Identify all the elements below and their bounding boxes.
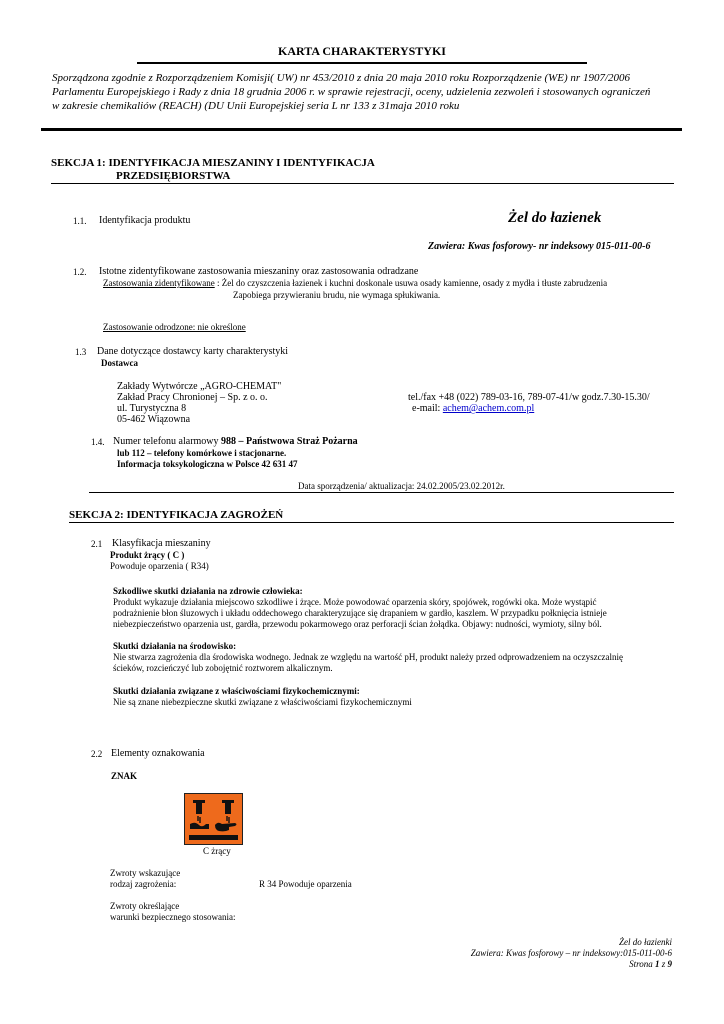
title-underline — [137, 62, 587, 64]
r-phrases-label-1: Zwroty wskazujące — [110, 868, 181, 878]
symbol-caption: C żrący — [203, 846, 231, 856]
intro-line-1: Sporządzona zgodnie z Rozporządzeniem Komisji( UW) nr 453/2010 z dnia 20 maja 2010 roku Rozporządzenie (WE) nr 1907/2006 — [52, 72, 630, 84]
identified-uses — [103, 278, 607, 289]
s14-line-1 — [113, 436, 358, 448]
section1-heading-line2: PRZEDSIĘBIORSTWA — [116, 170, 231, 182]
header-divider — [41, 128, 682, 131]
supplier-address-2: Zakład Pracy Chronionej – Sp. z o. o. — [117, 392, 268, 403]
toxicology-info: Informacja toksykologiczna w Polsce 42 631 47 — [117, 459, 298, 469]
section1-heading-line1: SEKCJA 1: IDENTYFIKACJA MIESZANINY I IDENTYFIKACJA — [51, 157, 375, 169]
s11-label: Identyfikacja produktu — [99, 215, 191, 226]
supplier-address-3: ul. Turystyczna 8 — [117, 403, 187, 414]
supplier-label: Dostawca — [101, 358, 138, 368]
physchem-effects-title: Skutki działania związane z właściwościami fizykochemicznymi: — [113, 686, 360, 696]
supplier-email — [412, 403, 534, 415]
email-label: e-mail: — [412, 403, 443, 414]
supplier-address-1: Zakłady Wytwórcze „AGRO-CHEMAT" — [117, 381, 282, 392]
classification: Produkt żrący ( C ) — [110, 550, 185, 560]
email-link[interactable]: achem@achem.com.pl — [442, 403, 535, 414]
page-mid: z — [659, 959, 668, 969]
s21-number: 2.1 — [91, 539, 103, 549]
identified-uses-label: Zastosowania zidentyfikowane — [103, 278, 215, 288]
supplier-telfax: tel./fax +48 (022) 789-03-16, 789-07-41/w godz.7.30-15.30/ — [408, 392, 650, 403]
corrosive-pictogram — [185, 794, 242, 844]
page-current: 1 — [654, 959, 660, 969]
sign-label: ZNAK — [111, 771, 138, 781]
r-phrase: R 34 Powoduje oparzenia — [259, 879, 352, 889]
s-phrases-label-2: warunki bezpiecznego stosowania: — [110, 912, 236, 922]
s14-label: Numer telefonu alarmowy — [113, 436, 222, 447]
intro-line-2: Parlamentu Europejskiego i Rady z dnia 18 grudnia 2006 r. w sprawie rejestracji, oceny, udzielenia zezwoleń i stosowanych ograniczeń — [52, 86, 651, 98]
s21-label: Klasyfikacja mieszaniny — [112, 538, 211, 549]
environment-effects-line-1: Nie stwarza zagrożenia dla środowiska wodnego. Jednak ze względu na wartość pH, produkt należy przed odprowadzeniem na oczyszczalnię — [113, 652, 624, 662]
s13-number: 1.3 — [75, 347, 87, 357]
footer-contains: Zawiera: Kwas fosforowy – nr indeksowy:015-011-00-6 — [470, 948, 672, 958]
s11-number: 1.1. — [73, 216, 87, 226]
identified-uses-text-2: Zapobiega przywieraniu brudu, nie wymaga spłukiwania. — [233, 290, 441, 300]
corrosive-hazard-icon — [184, 793, 243, 845]
s22-label: Elementy oznakowania — [111, 748, 205, 759]
identified-uses-text: : Żel do czyszczenia łazienek i kuchni doskonale usuwa osady kamienne, osady z mydła i tłuste zabrudzenia — [214, 278, 608, 288]
environment-effects-line-2: ścieków, rozcieńczyć lub zobojętnić roztworem alkalicznym. — [113, 663, 333, 673]
footer-page-number — [629, 959, 672, 970]
r-phrases-label-2: rodzaj zagrożenia: — [110, 879, 177, 889]
uses-advised-against: Zastosowanie odrodzone: nie określone — [103, 322, 246, 332]
health-effects-line-1: Produkt wykazuje działania miejscowo szkodliwe i żrące. Może powodować oparzenia skóry, spojówek, rogówki oka. Może wystąpić — [113, 597, 597, 607]
page-total: 9 — [667, 959, 672, 969]
emergency-number-fire: 988 – Państwowa Straż Pożarna — [221, 436, 358, 447]
footer-product: Żel do łazienki — [619, 937, 672, 947]
s22-number: 2.2 — [91, 749, 103, 759]
emergency-number-112: lub 112 – telefony komórkowe i stacjonarne. — [117, 448, 287, 458]
s-phrases-label-1: Zwroty określające — [110, 901, 180, 911]
s14-number: 1.4. — [91, 437, 105, 447]
section2-underline — [69, 522, 674, 523]
product-name: Żel do łazienek — [508, 210, 602, 226]
page-prefix: Strona — [629, 959, 655, 969]
health-effects-line-2: podrażnienie błon śluzowych i układu oddechowego charakteryzujące się drapaniem w gardło, kaszlem. W przypadku połknięcia istnieje — [113, 608, 607, 618]
s12-label: Istotne zidentyfikowane zastosowania mieszaniny oraz zastosowania odradzane — [99, 266, 419, 277]
health-effects-line-3: niebezpieczeństwo oparzenia ust, gardła, przewodu pokarmowego oraz perforacji ścian żołądka. Objawy: nudności, wymioty, silny ból. — [113, 619, 602, 629]
product-contains: Zawiera: Kwas fosforowy- nr indeksowy 015-011-00-6 — [428, 241, 651, 252]
section2-heading: SEKCJA 2: IDENTYFIKACJA ZAGROŻEŃ — [69, 509, 284, 521]
document-title: KARTA CHARAKTERYSTYKI — [278, 44, 446, 58]
physchem-effects-line: Nie są znane niebezpieczne skutki związane z właściwościami fizykochemicznymi — [113, 697, 412, 707]
environment-effects-title: Skutki działania na środowisko: — [113, 641, 237, 651]
date-divider — [89, 492, 674, 493]
s13-label: Dane dotyczące dostawcy karty charakterystyki — [97, 346, 289, 357]
date-line: Data sporządzenia/ aktualizacja: 24.02.2005/23.02.2012r. — [298, 481, 505, 491]
r34-classification: Powoduje oparzenia ( R34) — [110, 561, 209, 571]
supplier-address-4: 05-462 Wiązowna — [117, 414, 191, 425]
s12-number: 1.2. — [73, 267, 87, 277]
section1-underline — [51, 183, 674, 184]
health-effects-title: Szkodliwe skutki działania na zdrowie człowieka: — [113, 586, 303, 596]
intro-line-3: w zakresie chemikaliów (REACH) (DU Unii Europejskiej seria L nr 133 z 31maja 2010 roku — [52, 100, 460, 112]
